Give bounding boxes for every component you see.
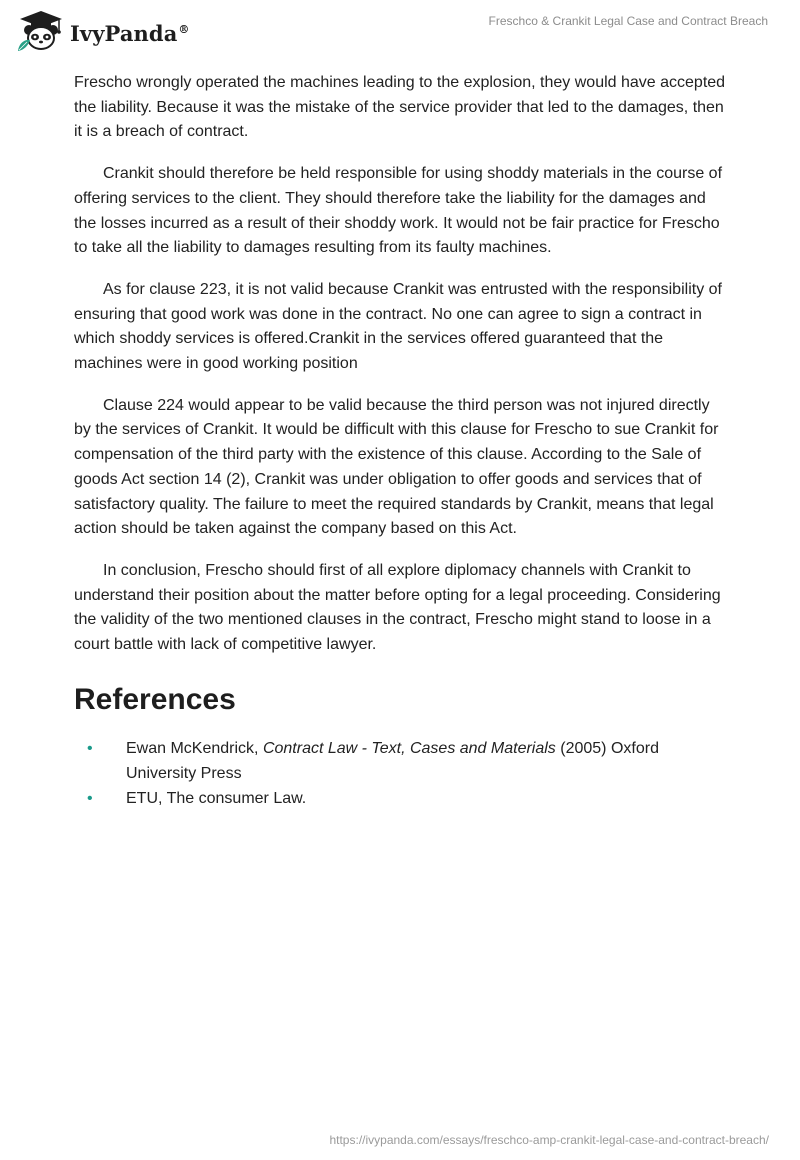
bullet-icon: • bbox=[87, 739, 93, 757]
panda-graduate-icon bbox=[14, 9, 68, 53]
reference-author: Ewan McKendrick, bbox=[126, 739, 263, 757]
reference-item bbox=[74, 786, 726, 811]
paragraph: As for clause 223, it is not valid because Crankit was entrusted with the responsibility of ensuring that good work was done in the contract. No one can agree to sign a contract in which shoddy services is offered.Crankit in the services offered guaranteed that the machines were in good working position bbox=[74, 280, 722, 373]
reference-text: ETU, The consumer Law. bbox=[126, 789, 307, 807]
reference-publisher: (2005) Oxford University Press bbox=[126, 739, 659, 782]
document-title: Freschco & Crankit Legal Case and Contract Breach bbox=[488, 14, 768, 28]
source-url-link[interactable]: https://ivypanda.com/essays/freschco-amp-crankit-legal-case-and-contract-breach/ bbox=[329, 1133, 769, 1147]
essay-content bbox=[74, 71, 726, 811]
references-heading: References bbox=[74, 682, 236, 716]
page-header bbox=[0, 0, 800, 62]
ivypanda-logo[interactable] bbox=[14, 9, 190, 53]
reference-item bbox=[74, 736, 726, 786]
paragraph: Crankit should therefore be held responsible for using shoddy materials in the course of offering services to the client. They should therefore take the liability for the damages and the losses incurred as a result of their shoddy work. It would not be fair practice for Frescho to take all the liability to damages resulting from its faulty machines. bbox=[74, 165, 723, 257]
logo-text: IvyPanda® bbox=[70, 20, 190, 46]
references-list bbox=[74, 736, 726, 811]
paragraph: In conclusion, Frescho should first of all explore diplomacy channels with Crankit to understand their position about the matter before opting for a legal proceeding. Considering the validity of the two mentioned clauses in the contract, Frescho might stand to loose in a court battle with lack of competitive lawyer. bbox=[74, 561, 721, 654]
bullet-icon: • bbox=[87, 789, 93, 807]
paragraph: Clause 224 would appear to be valid because the third person was not injured directly by the services of Crankit. It would be difficult with this clause for Frescho to sue Crankit for compensation of the third party with the existence of this clause. According to the Sale of goods Act section 14 (2), Crankit was under obligation to offer goods and services that of satisfactory quality. The failure to meet the required standards by Crankit, means that legal action should be taken against the company based on this Act. bbox=[74, 396, 719, 538]
reference-title: Contract Law - Text, Cases and Materials bbox=[262, 739, 556, 757]
paragraph: Frescho wrongly operated the machines leading to the explosion, they would have accepted the liability. Because it was the mistake of the service provider that led to the damages, then it is a breach of contract. bbox=[74, 74, 726, 141]
